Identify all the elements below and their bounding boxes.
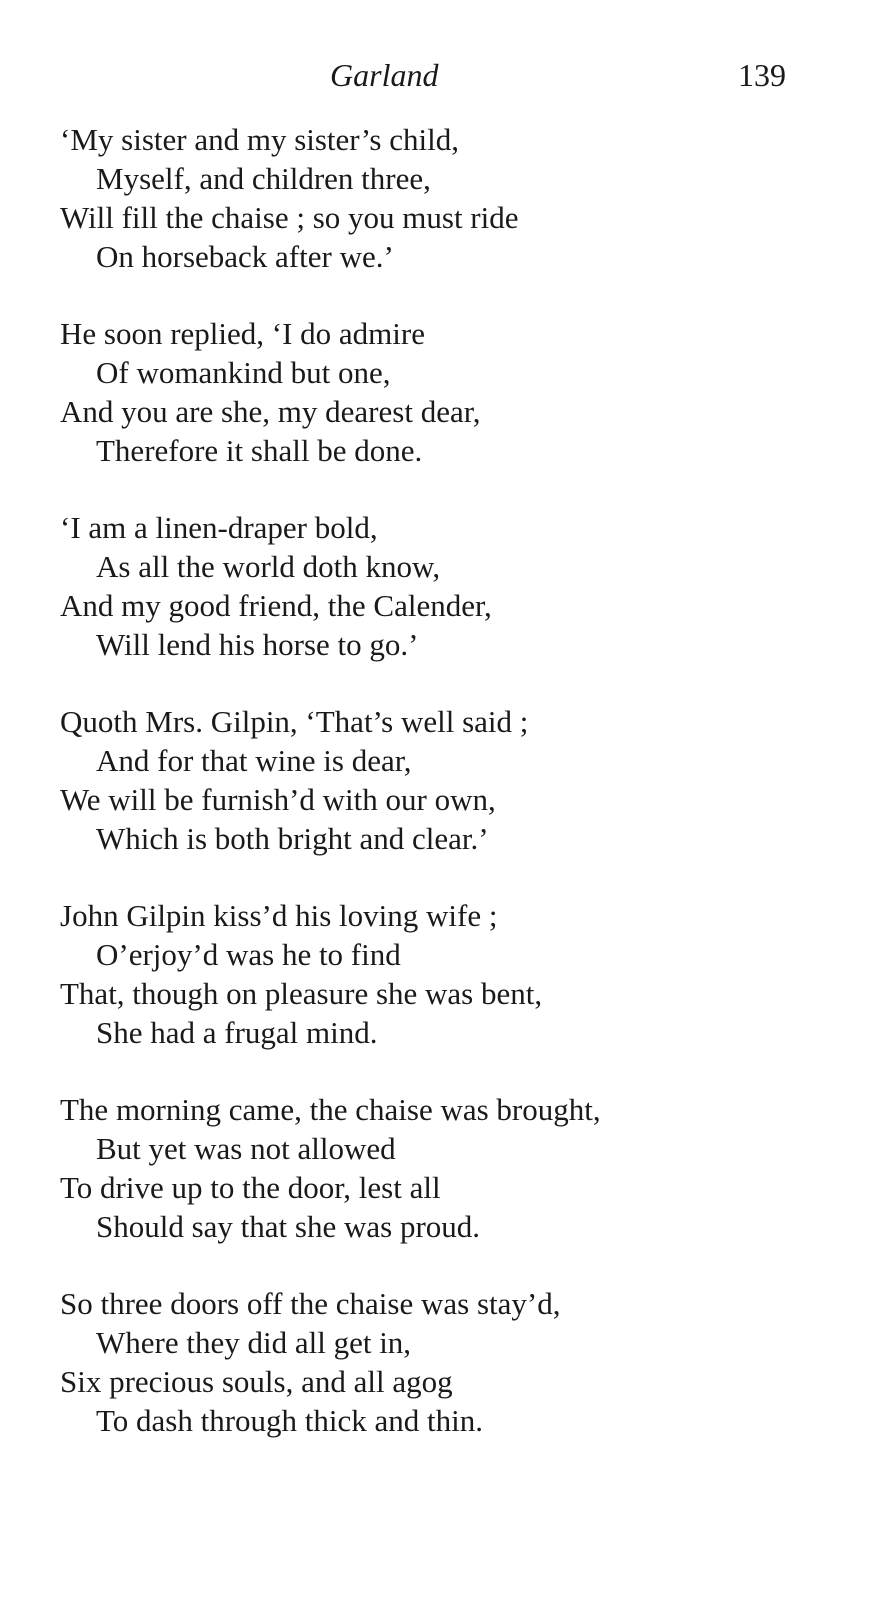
verse-line: Quoth Mrs. Gilpin, ‘That’s well said ; (60, 704, 529, 739)
verse-line: So three doors off the chaise was stay’d, (60, 1286, 561, 1321)
running-head (0, 50, 892, 100)
verse-line: We will be furnish’d with our own, (60, 782, 496, 817)
verse-line: And for that wine is dear, (96, 743, 412, 778)
verse-line: Of womankind but one, (96, 355, 391, 390)
stanza (60, 896, 860, 1052)
stanza (60, 508, 860, 664)
stanza (60, 120, 860, 276)
page-number: 139 (738, 57, 786, 93)
verse-line: John Gilpin kiss’d his loving wife ; (60, 898, 498, 933)
verse-line: Will fill the chaise ; so you must ride (60, 200, 519, 235)
verse-line: He soon replied, ‘I do admire (60, 316, 425, 351)
verse-line: ‘I am a linen-draper bold, (60, 510, 378, 545)
stanza (60, 314, 860, 470)
verse-line: ‘My sister and my sister’s child, (60, 122, 459, 157)
stanza (60, 1090, 860, 1246)
verse-line: On horseback after we.’ (96, 239, 394, 274)
verse-line: Myself, and children three, (96, 161, 431, 196)
verse-line: To dash through thick and thin. (96, 1403, 484, 1438)
verse-line: The morning came, the chaise was brought, (60, 1092, 601, 1127)
verse-line: Six precious souls, and all agog (60, 1364, 453, 1399)
verse-line: And you are she, my dearest dear, (60, 394, 481, 429)
verse-line: She had a frugal mind. (96, 1015, 378, 1050)
verse-line: That, though on pleasure she was bent, (60, 976, 543, 1011)
stanza (60, 702, 860, 858)
verse-line: As all the world doth know, (96, 549, 441, 584)
verse-line: O’erjoy’d was he to find (96, 937, 401, 972)
verse-line: But yet was not allowed (96, 1131, 396, 1166)
running-title: Garland (330, 57, 439, 93)
verse-line: Should say that she was proud. (96, 1209, 481, 1244)
verse-line: Therefore it shall be done. (96, 433, 423, 468)
poem-body (60, 120, 860, 1478)
verse-line: To drive up to the door, lest all (60, 1170, 441, 1205)
verse-line: Will lend his horse to go.’ (96, 627, 419, 662)
verse-line: Where they did all get in, (96, 1325, 412, 1360)
verse-line: And my good friend, the Calender, (60, 588, 492, 623)
stanza (60, 1284, 860, 1440)
verse-line: Which is both bright and clear.’ (96, 821, 489, 856)
